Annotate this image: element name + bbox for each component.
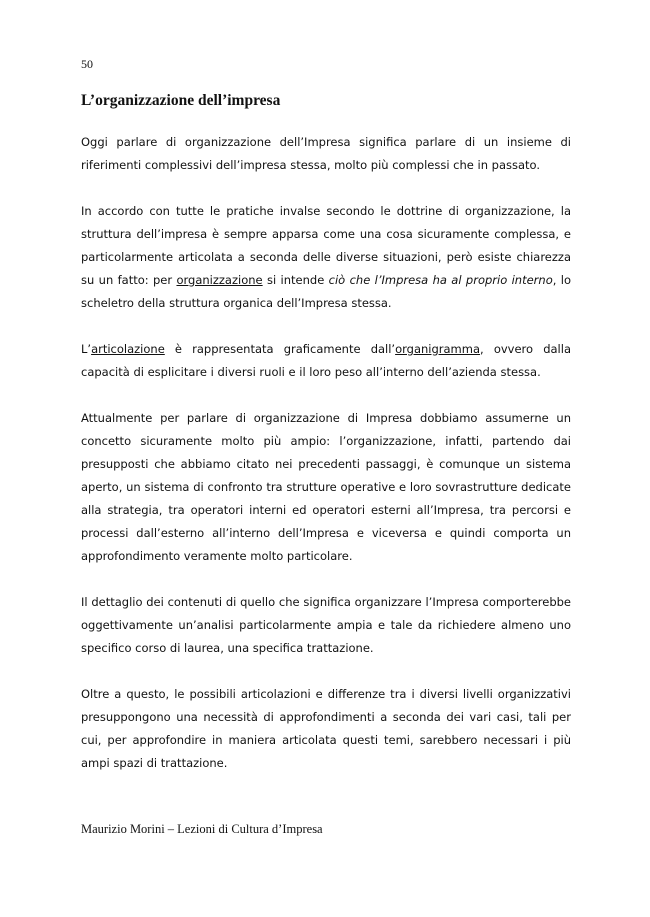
term-articolazione: articolazione [91, 342, 165, 356]
paragraph-2-text-b: si intende [262, 273, 329, 287]
definition-italic: ciò che l’Impresa ha al proprio interno [328, 273, 553, 287]
page-footer: Maurizio Morini – Lezioni di Cultura d’Impresa [81, 822, 323, 836]
term-organizzazione: organizzazione [176, 273, 263, 287]
paragraph-4: Attualmente per parlare di organizzazione di Impresa dobbiamo assumerne un concetto sicuramente molto più ampio: l’organizzazione, infatti, partendo dai presupposti che abbiamo citato nei precedenti passaggi, è comunque un sistema aperto, un sistema di confronto tra strutture operative e loro sovrastrutture dedicate alla strategia, tra operatori interni ed operatori esterni all’Impresa, tra percorsi e processi dall’esterno all’interno dell’Impresa e viceversa e quindi comporta un approfondimento veramente molto particolare. [81, 411, 571, 563]
paragraph-3-text-c: , ovvero dalla capacità di esplicitare i diversi ruoli e il loro peso all’interno dell’azienda stessa. [81, 342, 571, 379]
section-heading: L’organizzazione dell’impresa [81, 92, 281, 109]
paragraph-2-text-a: In accordo con tutte le pratiche invalse secondo le dottrine di organizzazione, la struttura dell’impresa è sempre apparsa come una cosa sicuramente complessa, e particolarmente articolata a seconda delle diverse situazioni, però esiste chiarezza su un fatto: per [81, 204, 571, 287]
paragraph-1: Oggi parlare di organizzazione dell’Impresa significa parlare di un insieme di riferimenti complessivi dell’impresa stessa, molto più complessi che in passato. [81, 135, 571, 172]
paragraph-2 [81, 200, 571, 315]
paragraph-3-text-a: L’ [81, 342, 92, 356]
paragraph-3-text-b: è rappresentata graficamente dall’ [164, 342, 396, 356]
paragraph-5: Il dettaglio dei contenuti di quello che significa organizzare l’Impresa comporterebbe oggettivamente un’analisi particolarmente ampia e tale da richiedere almeno uno specifico corso di laurea, una specifica trattazione. [81, 595, 571, 655]
body-text [81, 131, 571, 775]
paragraph-6: Oltre a questo, le possibili articolazioni e differenze tra i diversi livelli organizzativi presuppongono una necessità di approfondimenti a seconda dei vari casi, tali per cui, per approfondire in maniera articolata questi temi, sarebbero necessari i più ampi spazi di trattazione. [81, 687, 571, 770]
paragraph-2-text-c: , lo scheletro della struttura organica dell’Impresa stessa. [81, 273, 571, 310]
paragraph-3 [81, 338, 571, 384]
term-organigramma: organigramma [395, 342, 481, 356]
page-number: 50 [81, 57, 93, 71]
